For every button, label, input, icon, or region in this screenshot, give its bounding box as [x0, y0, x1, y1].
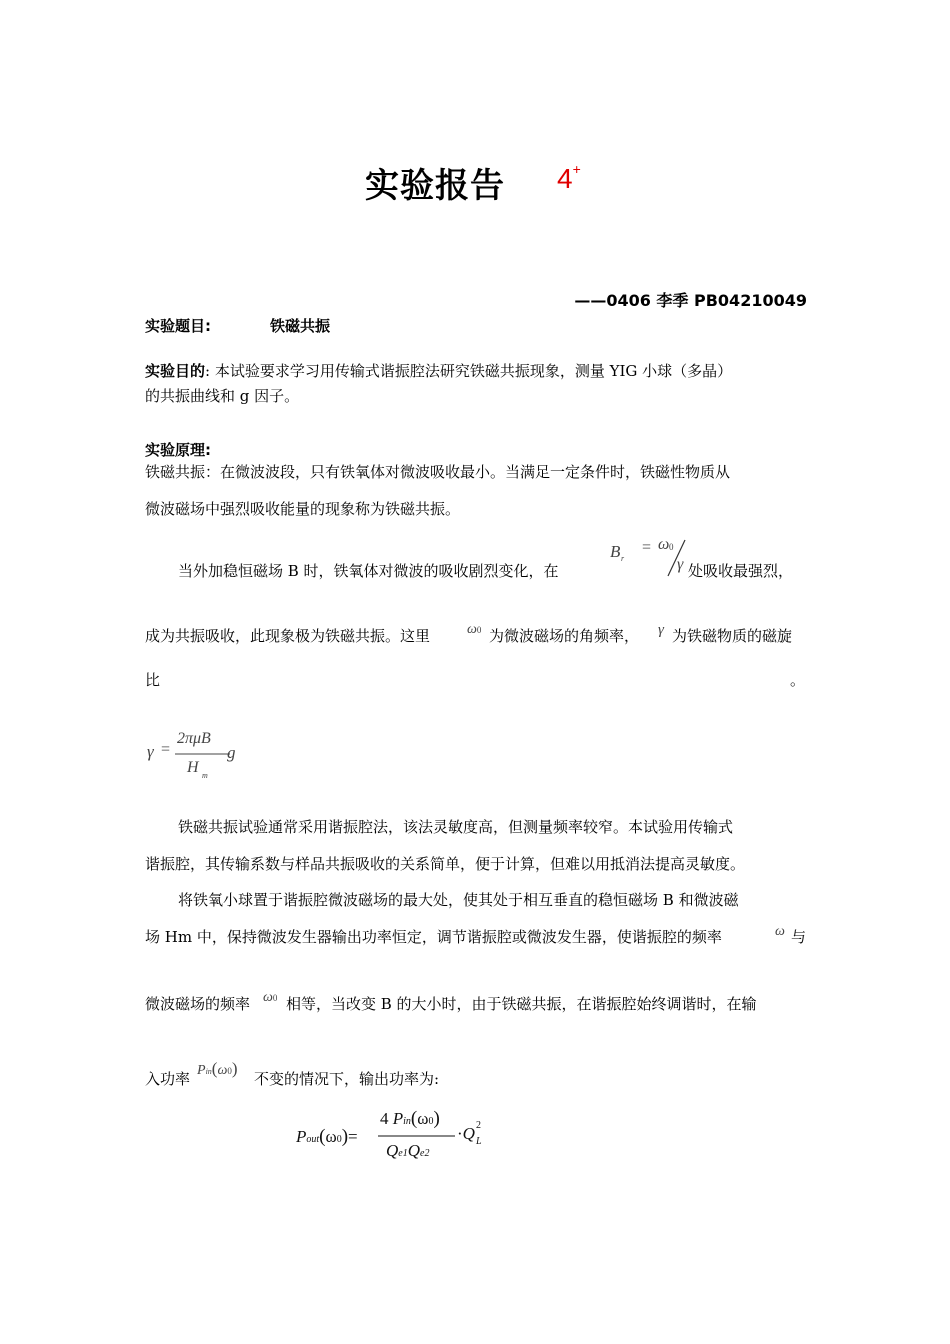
formula-gamma-den: H: [187, 759, 199, 776]
principle-p3-mid: 为微波磁场的角频率，: [489, 627, 640, 645]
formula-pout-tail: [457, 1124, 475, 1144]
formula-pout-sub: out: [306, 1134, 320, 1145]
inline-omega0-b-z: 0: [272, 993, 278, 1003]
formula-pout-zero: 0: [336, 1134, 342, 1145]
formula-pout-num: 4 Pin(ω0): [380, 1108, 440, 1129]
formula-gamma: [145, 728, 265, 784]
inline-gamma: γ: [658, 622, 664, 638]
formula-gamma-tail: g: [227, 743, 236, 762]
principle-p6-line2-pre: 场 Hm 中，保持微波发生器输出功率恒定，调节谐振腔或微波发生器，使谐振腔的频率: [145, 928, 722, 946]
formula-gamma-eq: =: [161, 741, 171, 758]
principle-p6-line3-post: 相等，当改变 B 的大小时，由于铁磁共振，在谐振腔始终调谐时，在输: [286, 995, 757, 1013]
formula-pout-dot: ·: [457, 1124, 463, 1143]
formula-gamma-bar: [175, 753, 231, 755]
principle-p3-pre: 成为共振吸收，此现象极为铁磁共振。这里: [145, 627, 431, 645]
formula-pout: [296, 1106, 496, 1166]
principle-p6-line2-post: 与: [791, 928, 807, 946]
formula-pout-den: [386, 1141, 429, 1161]
inline-pin-p: P: [197, 1063, 206, 1078]
grade-mark: [557, 160, 581, 195]
formula-br: [610, 538, 688, 580]
principle-p1-line2: 微波磁场中强烈吸收能量的现象称为铁磁共振。: [145, 500, 461, 518]
formula-pout-ql: Q: [462, 1124, 475, 1143]
purpose-label: 实验目的: [145, 362, 206, 380]
purpose-line-1: [145, 364, 732, 379]
formula-pout-eq: =: [348, 1127, 358, 1146]
principle-p6-line4-post: 不变的情况下，输出功率为:: [254, 1070, 440, 1088]
principle-p1-line1: 铁磁共振：在微波波段，只有铁氧体对微波吸收最小。当满足一定条件时，铁磁性物质从: [145, 463, 731, 481]
grade-value: 4: [557, 163, 573, 194]
formula-br-gamma: γ: [677, 556, 684, 573]
topic-value: 铁磁共振: [270, 317, 331, 335]
formula-gamma-num: 2πμB: [177, 730, 211, 747]
formula-br-slash: [665, 538, 687, 578]
inline-pin: Pin(ω0): [197, 1059, 238, 1078]
purpose-text-1: : 本试验要求学习用传输式谐振腔法研究铁磁共振现象，测量 YIG 小球（多晶）: [205, 362, 733, 380]
formula-br-b: B: [610, 542, 621, 561]
inline-omega0-b: [263, 990, 277, 1006]
grade-plus: +: [572, 160, 581, 177]
formula-pout-omega: ω: [325, 1127, 337, 1146]
inline-pin-sub: in: [205, 1067, 212, 1076]
formula-br-sub: r: [621, 554, 625, 563]
inline-omega0-a-w: ω: [467, 622, 477, 637]
inline-omega0-b-w: ω: [263, 990, 273, 1005]
principle-p2-pre: 当外加稳恒磁场 B 时，铁氧体对微波的吸收剧烈变化，在: [178, 562, 559, 580]
inline-omega0-a: [467, 622, 481, 638]
formula-pout-lhs: Pout(ω0)=: [296, 1126, 358, 1147]
formula-pout-bar: [378, 1135, 456, 1137]
inline-pin-zero: 0: [227, 1066, 232, 1076]
formula-pout-qe1: e1: [398, 1148, 408, 1159]
principle-label: 实验原理:: [145, 441, 211, 459]
author-line: ——0406 李季 PB04210049: [574, 291, 807, 310]
formula-gamma-den-sub: m: [202, 771, 208, 780]
formula-pout-pin-sub: in: [403, 1116, 411, 1127]
inline-omega0-a-z: 0: [476, 625, 482, 635]
principle-p2-post: 处吸收最强烈，: [688, 562, 794, 580]
formula-pout-q2: Q: [407, 1141, 421, 1160]
principle-p4-start: 比: [145, 671, 161, 689]
formula-br-zero: 0: [669, 542, 674, 552]
formula-pout-ql-sup: 2: [476, 1120, 481, 1131]
formula-pout-pin: P: [392, 1109, 404, 1128]
principle-p5-line2: 谐振腔，其传输系数与样品共振吸收的关系简单，便于计算，但难以用抵消法提高灵敏度。: [145, 855, 746, 873]
report-title: 实验报告: [365, 166, 505, 206]
principle-p4-end: 。: [790, 671, 806, 689]
formula-pout-p: P: [296, 1127, 307, 1146]
formula-pout-four: 4: [380, 1109, 389, 1128]
formula-gamma-lhs: γ: [147, 742, 154, 761]
principle-p5-line1: 铁磁共振试验通常采用谐振腔法，该法灵敏度高，但测量频率较窄。本试验用传输式: [178, 818, 734, 836]
principle-p6-line4-pre: 入功率: [145, 1070, 191, 1088]
formula-br-eq: =: [642, 539, 652, 556]
formula-pout-num-zero: 0: [428, 1116, 434, 1127]
principle-p6-line1: 将铁氧小球置于谐振腔微波磁场的最大处，使其处于相互垂直的稳恒磁场 B 和微波磁: [178, 891, 739, 909]
formula-pout-ql-sub: L: [476, 1136, 482, 1147]
topic-label: 实验题目:: [145, 317, 211, 335]
inline-pin-omega: ω: [217, 1063, 228, 1078]
formula-br-omega: ω: [658, 536, 670, 553]
purpose-line-2: 的共振曲线和 g 因子。: [145, 387, 300, 405]
formula-pout-num-omega: ω: [417, 1109, 429, 1128]
inline-omega: ω: [775, 924, 785, 939]
formula-pout-qe2: e2: [420, 1148, 430, 1159]
principle-p3-post: 为铁磁物质的磁旋: [672, 627, 793, 645]
principle-p6-line3-pre: 微波磁场的频率: [145, 995, 251, 1013]
formula-pout-q1: Q: [386, 1141, 399, 1160]
